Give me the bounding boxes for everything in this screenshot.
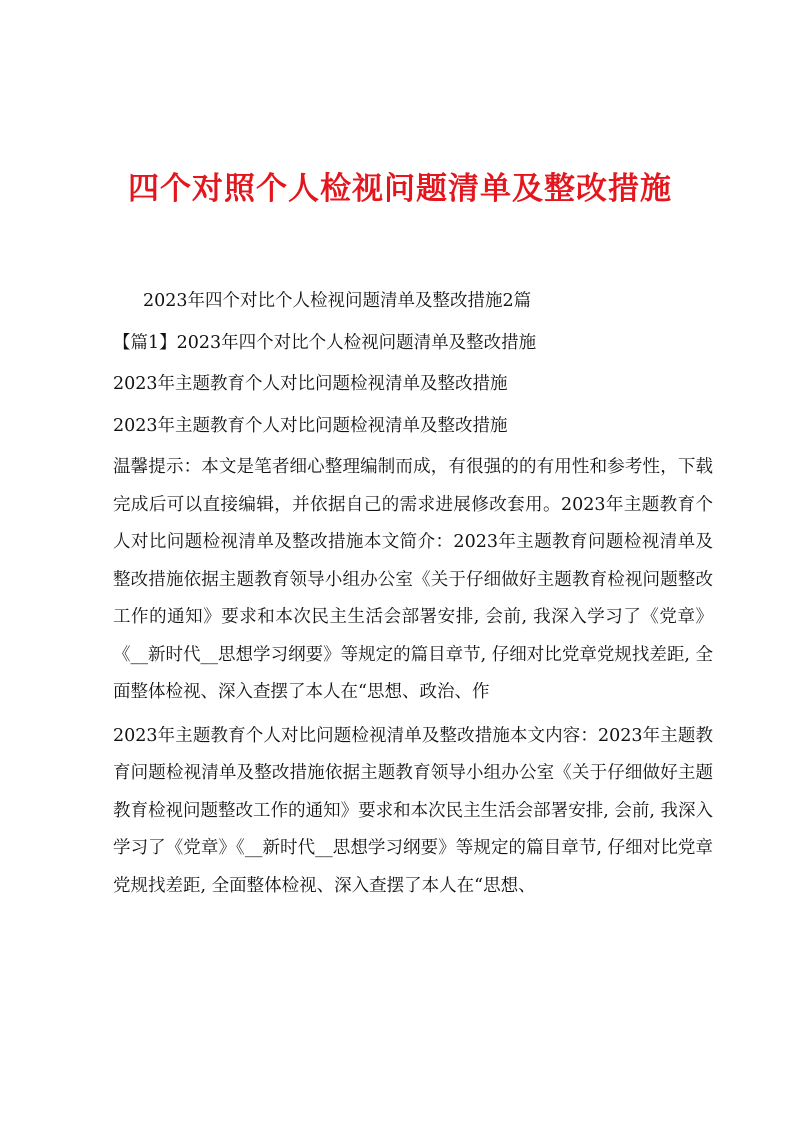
subtitle-line: 2023年主题教育个人对比问题检视清单及整改措施 <box>113 415 508 436</box>
body-paragraph: 温馨提示：本文是笔者细心整理编制而成，有很强的的有用性和参考性，下载完成后可以直接编辑，并依据自己的需求进展修改套用。2023年主题教育个人对比问题检视清单及整改措施本文简介：2023年主题教育问题检视清单及整改措施依据主题教育领导小组办公室《关于仔细做好主题教育检视问题整改工作的通知》要求和本次民主生活会部署安排, 会前, 我深入学习了《党章》《__新时代__思想学习纲要》等规定的篇目章节, 仔细对比党章党规找差距, 全面整体检视、深入查摆了本人在“思想、政治、作 <box>113 457 713 702</box>
body-paragraph: 2023年主题教育个人对比问题检视清单及整改措施本文内容：2023年主题教育问题检视清单及整改措施依据主题教育领导小组办公室《关于仔细做好主题教育检视问题整改工作的通知》要求和本次民主生活会部署安排, 会前, 我深入学习了《党章》《__新时代__思想学习纲要》等规定的篇目章节, 仔细对比党章党规找差距, 全面整体检视、深入查摆了本人在“思想、 <box>113 725 713 896</box>
section-heading: 【篇1】2023年四个对比个人检视问题清单及整改措施 <box>113 332 537 353</box>
subtitle-line: 2023年主题教育个人对比问题检视清单及整改措施 <box>113 374 508 394</box>
document-body <box>113 283 713 905</box>
document-title: 四个对照个人检视问题清单及整改措施 <box>128 171 672 207</box>
intro-line: 2023年四个对比个人检视问题清单及整改措施2篇 <box>143 291 532 311</box>
